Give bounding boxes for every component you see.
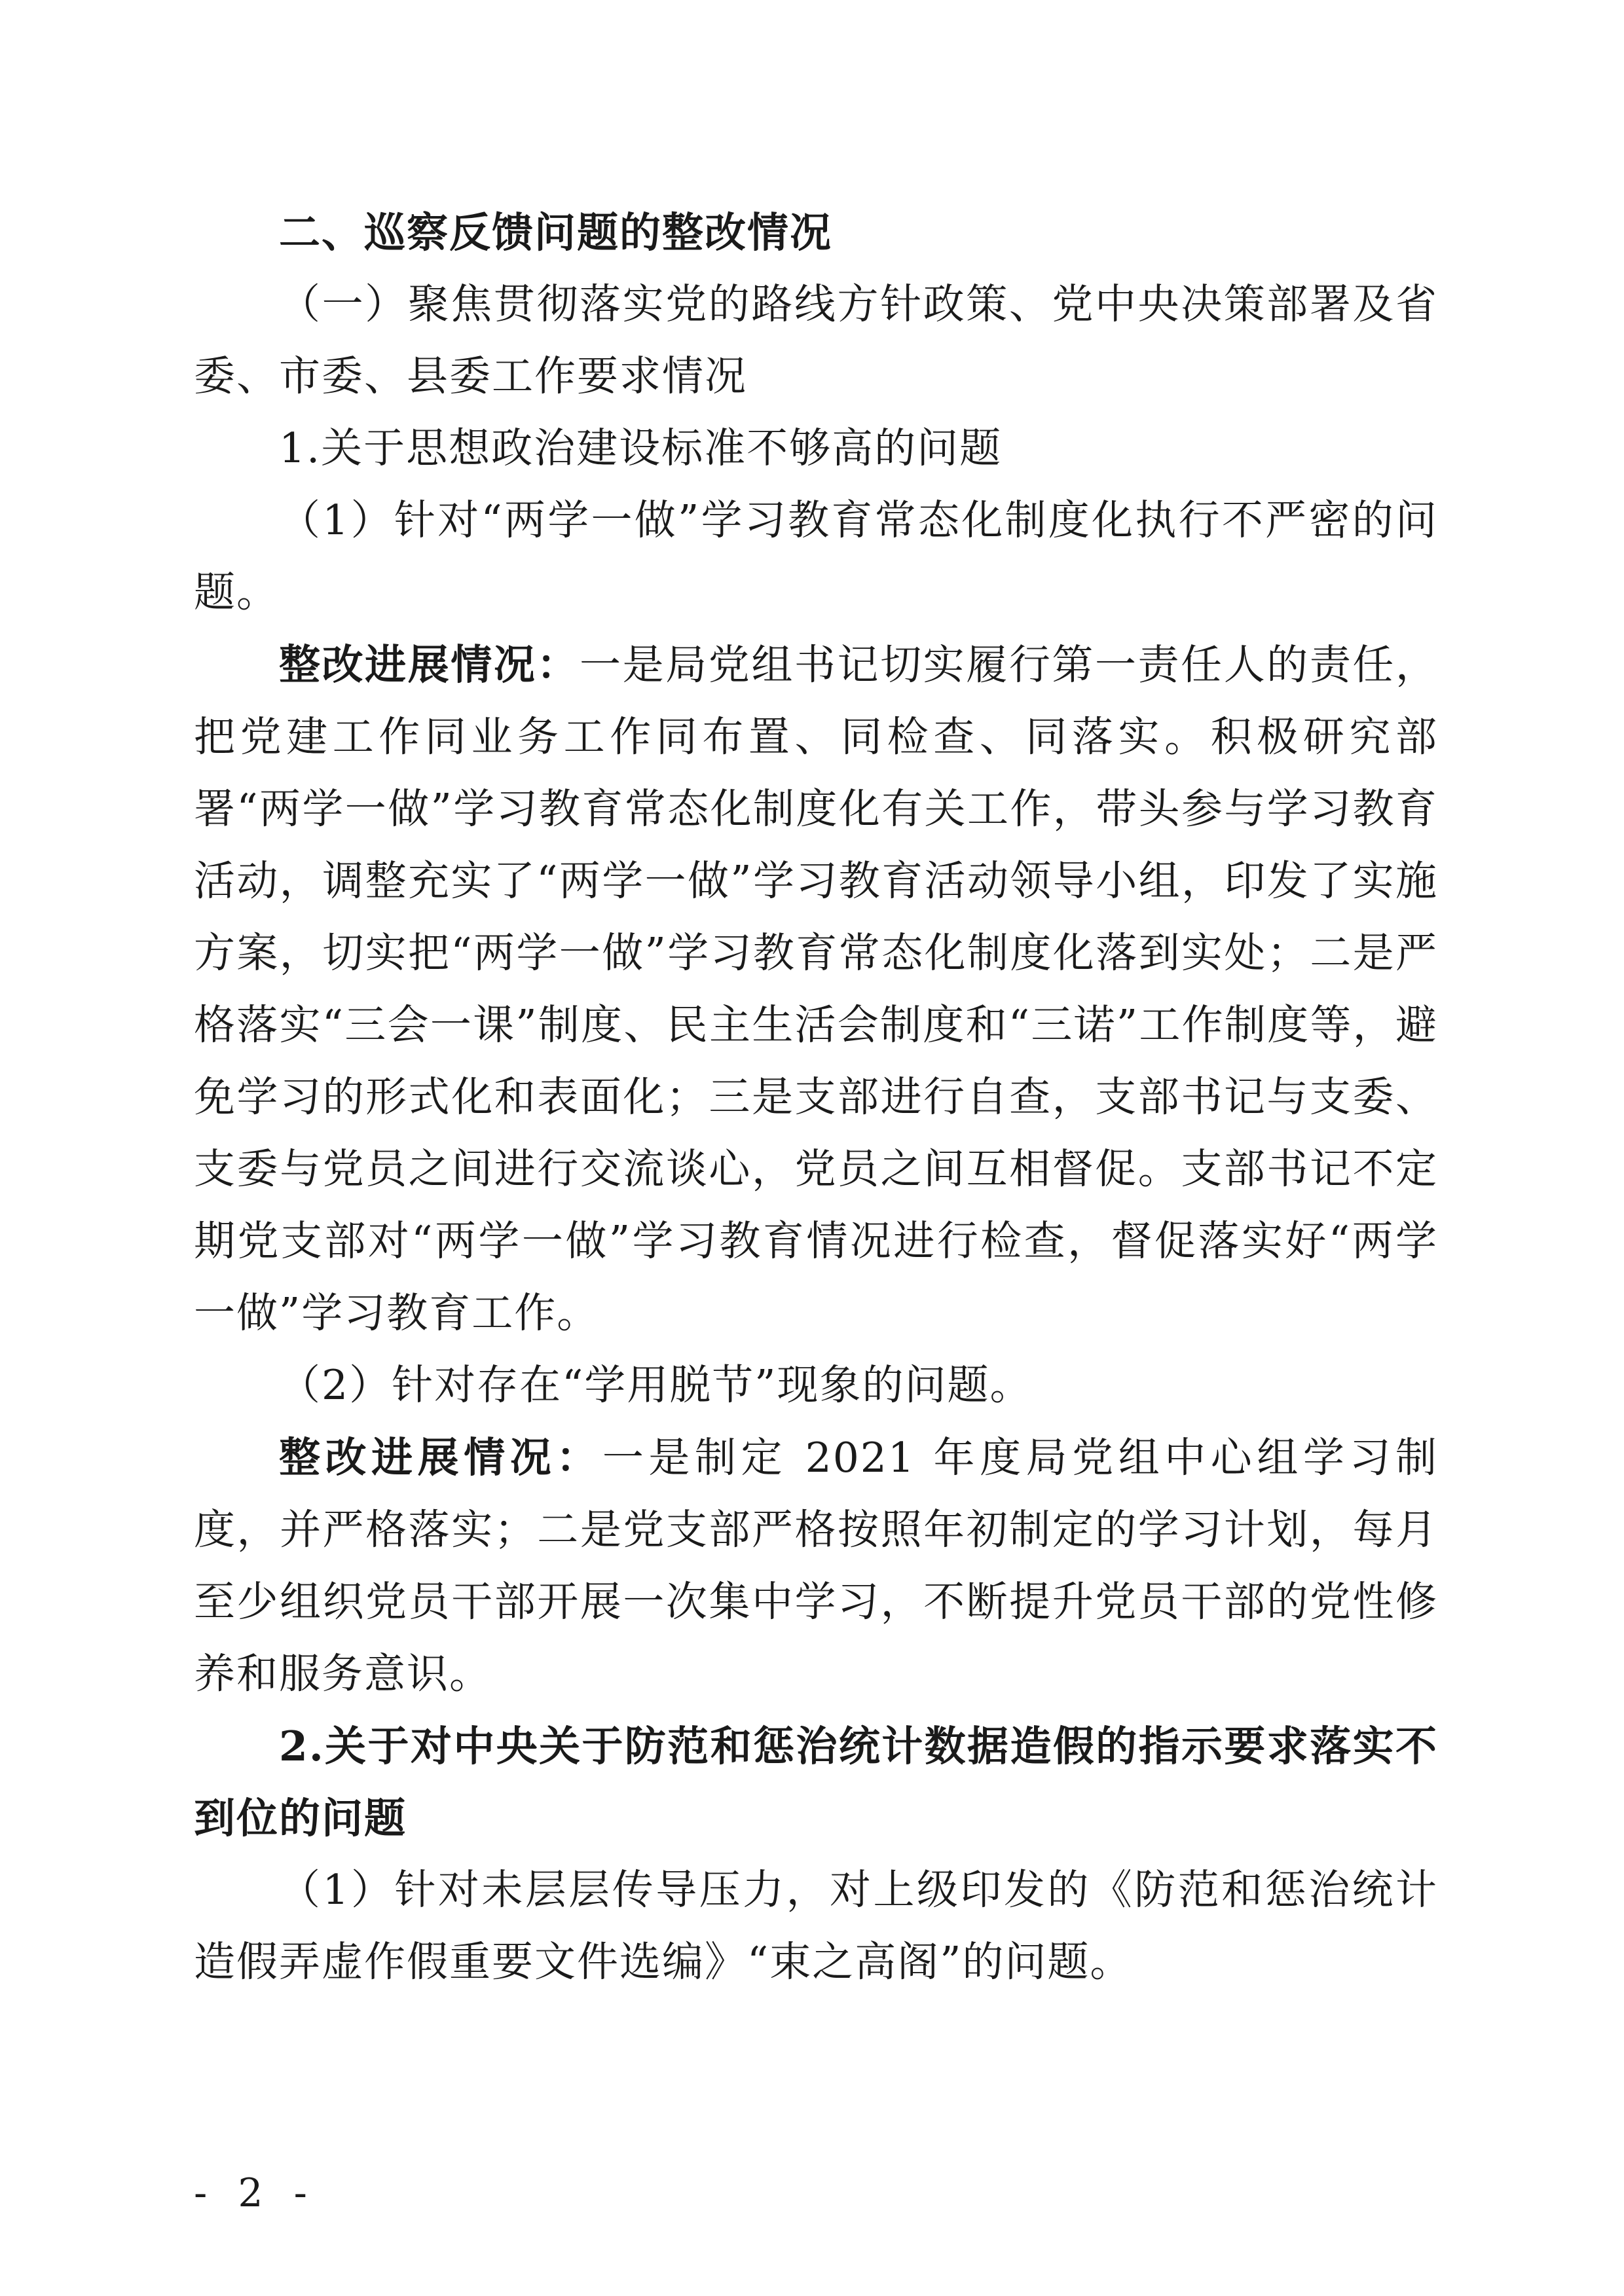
item-1-2-paragraph	[194, 1421, 1438, 1710]
document-body	[194, 196, 1438, 1998]
item-1-1-paragraph	[194, 629, 1438, 1349]
item-2-1-title: （1）针对未层层传导压力，对上级印发的《防范和惩治统计造假弄虚作假重要文件选编》“束之高阁”的问题。	[194, 1866, 1438, 1986]
item-1-title: 1.关于思想政治建设标准不够高的问题	[279, 424, 1003, 472]
item-1-2-body: 一是制定 2021 年度局党组中心组学习制度，并严格落实；二是党支部严格按照年初制定的学习计划，每月至少组织党员干部开展一次集中学习，不断提升党员干部的党性修养和服务意识。	[194, 1434, 1438, 1698]
progress-label: 整改进展情况：	[279, 1433, 602, 1482]
subsection-heading: （一）聚焦贯彻落实党的路线方针政策、党中央决策部署及省委、市委、县委工作要求情况	[194, 280, 1438, 400]
item-1-2-title: （2）针对存在“学用脱节”现象的问题。	[279, 1361, 1033, 1409]
item-1-1-body: 一是局党组书记切实履行第一责任人的责任，把党建工作同业务工作同布置、同检查、同落实。积极研究部署“两学一做”学习教育常态化制度化有关工作，带头参与学习教育活动，调整充实了“两学一做”学习教育活动领导小组，印发了实施方案，切实把“两学一做”学习教育常态化制度化落到实处；二是严格落实“三会一课”制度、民主生活会制度和“三诺”工作制度等，避免学习的形式化和表面化；三是支部进行自查，支部书记与支委、支委与党员之间进行交流谈心，党员之间互相督促。支部书记不定期党支部对“两学一做”学习教育情况进行检查，督促落实好“两学一做”学习教育工作。	[194, 641, 1439, 1337]
section-heading: 二、巡察反馈问题的整改情况	[279, 208, 832, 257]
progress-label: 整改进展情况：	[279, 640, 580, 689]
item-1-1-title: （1）针对“两学一做”学习教育常态化制度化执行不严密的问题。	[194, 496, 1438, 616]
page-number: - 2 -	[194, 2170, 316, 2216]
item-2-title: 2.关于对中央关于防范和惩治统计数据造假的指示要求落实不到位的问题	[194, 1722, 1438, 1842]
